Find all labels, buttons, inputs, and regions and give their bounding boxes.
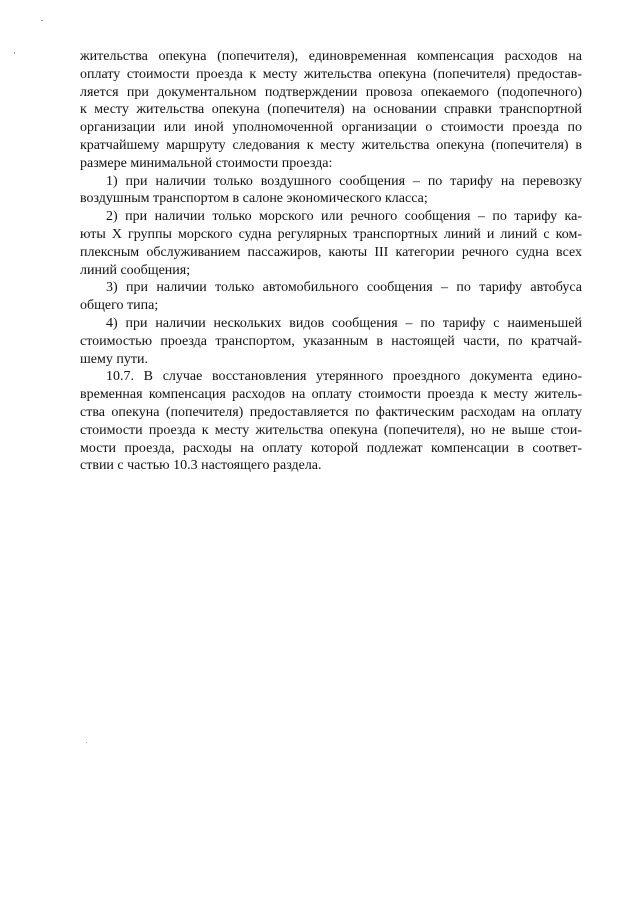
text-line: стоимостью проезда транспортом, указанным в настоящей части, по кратчай- (80, 333, 582, 349)
text-line: ства опекуна (попечителя) предоставляется по фактическим расходам на оплату (80, 404, 582, 420)
text-line: жительства опекуна (попечителя), единовременная компенсация расходов на (80, 49, 582, 64)
list-item-line: 4) при наличии нескольких видов сообщения – по тарифу с наименьшей (106, 315, 582, 331)
list-item-line: 2) при наличии только морского или речного сообщения – по тарифу ка- (106, 209, 582, 225)
list-item-line: 1) при наличии только воздушного сообщения – по тарифу на перевозку (106, 173, 582, 189)
text-line: линий сообщения; (80, 262, 191, 278)
text-line: общего типа; (80, 298, 159, 314)
list-item-line: 3) при наличии только автомобильного сообщения – по тарифу автобуса (106, 280, 582, 296)
text-line: временная компенсация расходов на оплату стоимости проезда к месту житель- (80, 387, 582, 403)
text-line: воздушным транспортом в салоне экономического класса; (80, 191, 428, 207)
scan-speck (14, 52, 15, 54)
text-line: размере минимальной стоимости проезда: (80, 155, 333, 171)
text-line: ствии с частью 10.3 настоящего раздела. (80, 458, 322, 474)
text-line: ляется при документальном подтверждении провоза опекаемого (подопечного) (80, 84, 582, 100)
text-line: кратчайшему маршруту следования к месту жительства опекуна (попечителя) в (80, 137, 582, 153)
text-line: мости проезда, расходы на оплату которой подлежат компенсации в соответ- (80, 440, 582, 456)
text-line: плексным обслуживанием пассажиров, каюты III категории речного судна всех (80, 244, 582, 260)
text-line: к месту жительства опекуна (попечителя) на основании справки транспортной (80, 102, 582, 118)
text-line: шему пути. (80, 351, 148, 367)
scan-speck (41, 20, 43, 21)
text-line: стоимости проезда к месту жительства опекуна (попечителя), но не выше стои- (80, 422, 582, 438)
scan-speck (86, 742, 87, 743)
text-line: юты X группы морского судна регулярных транспортных линий и линий с ком- (80, 226, 582, 242)
text-line: оплату стоимости проезда к месту жительства опекуна (попечителя) предостав- (80, 66, 582, 82)
paragraph-first-line: 10.7. В случае восстановления утерянного проездного документа едино- (106, 369, 582, 385)
text-line: организации или иной уполномоченной организации о стоимости проезда по (80, 120, 582, 136)
document-body (80, 48, 582, 475)
